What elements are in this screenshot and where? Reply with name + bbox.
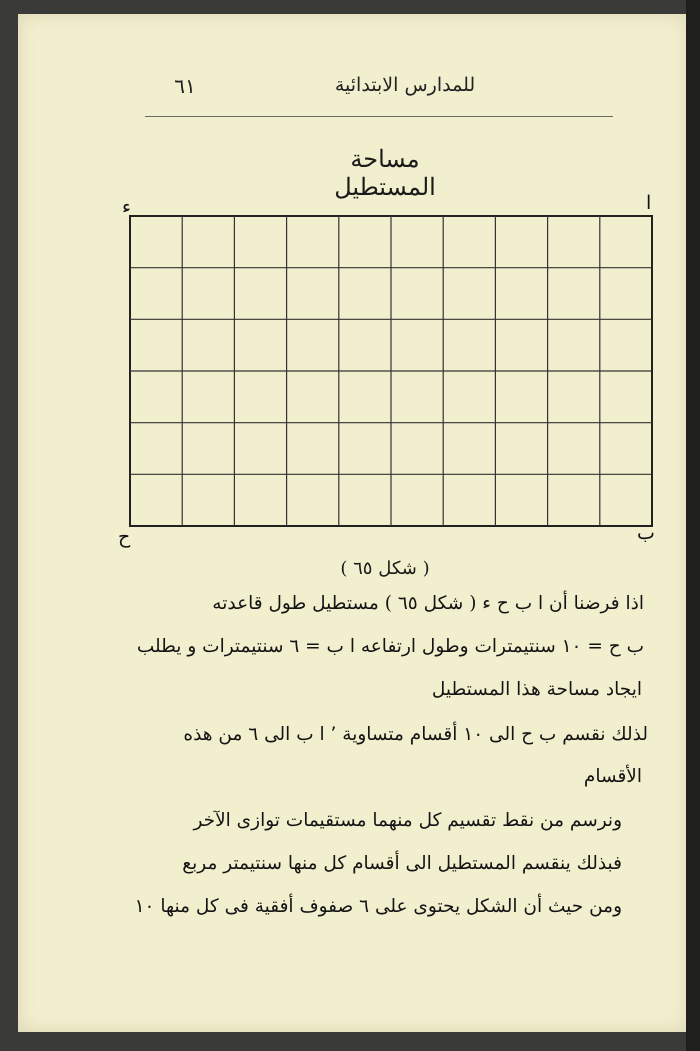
corner-label-top-left: ء	[122, 196, 131, 218]
body-line-3: ايجاد مساحة هذا المستطيل	[431, 679, 642, 700]
body-line-4: لذلك نقسم ب ح الى ١٠ أقسام متساوية ٬ ا ب الى ٦ من هذه	[183, 724, 648, 745]
body-line-2: ب ح = ١٠ سنتيمترات وطول ارتفاعه ا ب = ٦ سنتيمترات و يطلب	[136, 636, 644, 657]
corner-label-top-right: ا	[646, 192, 652, 214]
body-line-5: الأقسام	[583, 766, 642, 787]
body-line-8: ومن حيث أن الشكل يحتوى على ٦ صفوف أفقية فى كل منها ١٠	[134, 896, 622, 917]
body-line-6: ونرسم من نقط تقسيم كل منهما مستقيمات توازى الآخر	[193, 810, 622, 831]
section-title: مساحة المستطيل	[334, 145, 436, 201]
body-line-1: اذا فرضنا أن ا ب ح ء ( شكل ٦٥ ) مستطيل طول قاعدته	[212, 593, 644, 614]
grid-lines	[130, 216, 652, 526]
figure-caption: ( شكل ٦٥ )	[340, 558, 430, 579]
running-header-title: للمدارس الابتدائية	[334, 74, 476, 96]
corner-label-bottom-left: ح	[118, 526, 131, 548]
page-number: ٦١	[174, 74, 196, 98]
body-line-7: فبذلك ينقسم المستطيل الى أقسام كل منها سنتيمتر مربع	[182, 853, 622, 874]
corner-label-bottom-right: ب	[637, 522, 655, 544]
